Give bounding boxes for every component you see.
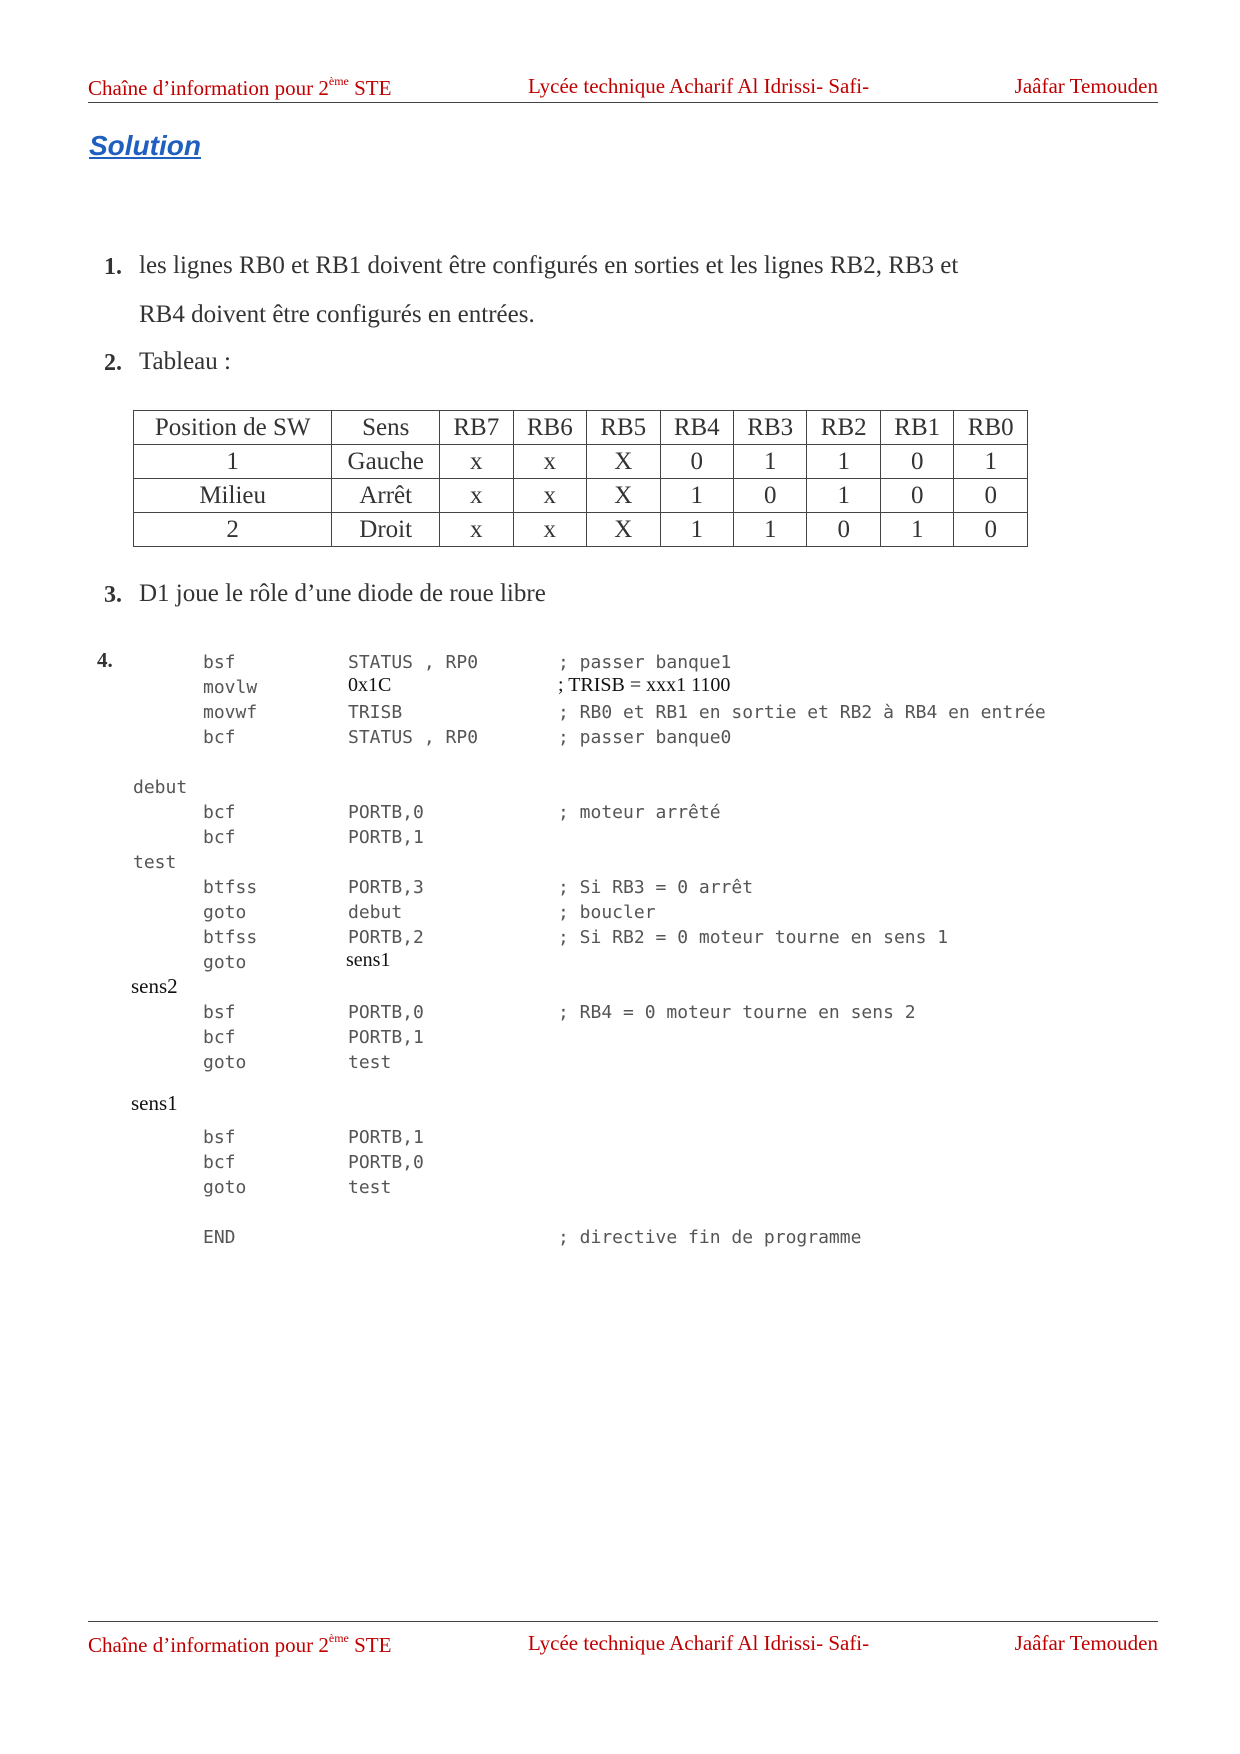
header-center: Lycée technique Acharif Al Idrissi- Safi- xyxy=(528,74,870,98)
table-header-cell: RB7 xyxy=(440,411,513,445)
table-cell: 0 xyxy=(807,513,880,547)
q1-line2: RB4 doivent être configurés en entrées. xyxy=(139,301,535,328)
code-comment: ; TRISB = xxx1 1100 xyxy=(558,674,731,696)
page-title: Solution xyxy=(89,130,201,161)
code-comment: ; RB0 et RB1 en sortie et RB2 à RB4 en entrée xyxy=(558,702,1046,723)
table-cell: 1 xyxy=(134,445,332,479)
code-instruction: goto xyxy=(203,902,247,923)
header-rule xyxy=(88,102,1158,103)
table-cell: 1 xyxy=(807,445,880,479)
table-header-row xyxy=(134,411,1028,445)
table-cell: 0 xyxy=(660,445,733,479)
table-cell: 1 xyxy=(807,479,880,513)
table-cell: 1 xyxy=(880,513,953,547)
table-cell: 1 xyxy=(660,513,733,547)
q3-number: 3. xyxy=(104,582,122,608)
code-operand: STATUS , RP0 xyxy=(348,652,479,673)
code-comment: ; Si RB2 = 0 moteur tourne en sens 1 xyxy=(558,927,949,948)
code-instruction: bcf xyxy=(203,1027,236,1048)
code-operand: PORTB,0 xyxy=(348,1002,424,1023)
code-comment: ; moteur arrêté xyxy=(558,802,721,823)
code-operand: PORTB,1 xyxy=(348,1127,424,1148)
q2-number: 2. xyxy=(104,350,122,376)
table-row xyxy=(134,479,1028,513)
table-cell: 1 xyxy=(660,479,733,513)
code-label-sens1: sens1 xyxy=(131,1091,178,1115)
table-cell: 1 xyxy=(954,445,1028,479)
header-left: Chaîne d’information pour 2ème STE xyxy=(88,74,392,100)
code-instruction: btfss xyxy=(203,877,258,898)
footer-rule xyxy=(88,1621,1158,1622)
table-header-cell: RB3 xyxy=(733,411,806,445)
table-cell: Milieu xyxy=(134,479,332,513)
code-label-test: test xyxy=(133,852,177,873)
table-header-cell: RB6 xyxy=(513,411,586,445)
table-cell: x xyxy=(440,445,513,479)
table-cell: 2 xyxy=(134,513,332,547)
code-instruction: movlw xyxy=(203,677,258,698)
code-instruction: bsf xyxy=(203,652,236,673)
code-instruction: goto xyxy=(203,952,247,973)
table-cell: x xyxy=(440,479,513,513)
table-cell: X xyxy=(587,445,660,479)
footer-center: Lycée technique Acharif Al Idrissi- Safi- xyxy=(528,1631,870,1655)
code-comment: ; passer banque1 xyxy=(558,652,732,673)
code-operand: test xyxy=(348,1177,392,1198)
table-cell: X xyxy=(587,479,660,513)
table-cell: X xyxy=(587,513,660,547)
table-cell: 0 xyxy=(954,479,1028,513)
table-cell: Droit xyxy=(332,513,440,547)
table-cell: x xyxy=(513,513,586,547)
code-comment: ; boucler xyxy=(558,902,656,923)
table-cell: Arrêt xyxy=(332,479,440,513)
table-cell: 1 xyxy=(733,513,806,547)
code-instruction: btfss xyxy=(203,927,258,948)
table-row xyxy=(134,513,1028,547)
table-cell: 0 xyxy=(954,513,1028,547)
table-header-cell: RB1 xyxy=(880,411,953,445)
table-header-cell: RB2 xyxy=(807,411,880,445)
code-label-debut: debut xyxy=(133,777,188,798)
q4-number: 4. xyxy=(97,648,113,672)
code-instruction: goto xyxy=(203,1177,247,1198)
table-header-cell: Position de SW xyxy=(134,411,332,445)
code-operand: PORTB,0 xyxy=(348,1152,424,1173)
code-instruction: goto xyxy=(203,1052,247,1073)
table-cell: x xyxy=(440,513,513,547)
q3-text: D1 joue le rôle d’une diode de roue libre xyxy=(139,580,546,607)
table-cell: 1 xyxy=(733,445,806,479)
code-instruction: bcf xyxy=(203,802,236,823)
table-cell: x xyxy=(513,445,586,479)
code-operand: sens1 xyxy=(346,949,391,971)
code-instruction: movwf xyxy=(203,702,258,723)
code-instruction: bcf xyxy=(203,727,236,748)
footer-right: Jaâfar Temouden xyxy=(1014,1631,1158,1655)
code-comment: ; Si RB3 = 0 arrêt xyxy=(558,877,754,898)
code-operand: PORTB,1 xyxy=(348,827,424,848)
code-operand: PORTB,0 xyxy=(348,802,424,823)
table-header-cell: RB5 xyxy=(587,411,660,445)
code-comment: ; directive fin de programme xyxy=(558,1227,862,1248)
code-operand: debut xyxy=(348,902,403,923)
table-header-cell: Sens xyxy=(332,411,440,445)
table-cell: 0 xyxy=(880,445,953,479)
code-operand: PORTB,2 xyxy=(348,927,424,948)
code-comment: ; passer banque0 xyxy=(558,727,732,748)
page-footer xyxy=(88,1631,1158,1661)
code-operand: STATUS , RP0 xyxy=(348,727,479,748)
code-comment: ; RB4 = 0 moteur tourne en sens 2 xyxy=(558,1002,916,1023)
code-operand: TRISB xyxy=(348,702,403,723)
position-table xyxy=(133,410,1028,547)
code-instruction: bcf xyxy=(203,1152,236,1173)
table-cell: Gauche xyxy=(332,445,440,479)
table-row xyxy=(134,445,1028,479)
table-cell: 0 xyxy=(880,479,953,513)
table-cell: x xyxy=(513,479,586,513)
q2-text: Tableau : xyxy=(139,348,231,375)
code-operand: test xyxy=(348,1052,392,1073)
q1-line1: les lignes RB0 et RB1 doivent être configurés en sorties et les lignes RB2, RB3 et xyxy=(139,252,959,279)
footer-left: Chaîne d’information pour 2ème STE xyxy=(88,1631,392,1657)
code-operand: PORTB,3 xyxy=(348,877,424,898)
table-cell: 0 xyxy=(733,479,806,513)
page-header xyxy=(88,74,1158,104)
code-operand: PORTB,1 xyxy=(348,1027,424,1048)
table-header-cell: RB4 xyxy=(660,411,733,445)
code-instruction: bcf xyxy=(203,827,236,848)
header-right: Jaâfar Temouden xyxy=(1014,74,1158,98)
code-label-sens2: sens2 xyxy=(131,974,178,998)
code-instruction-end: END xyxy=(203,1227,236,1248)
table-header-cell: RB0 xyxy=(954,411,1028,445)
q1-number: 1. xyxy=(104,254,122,280)
code-instruction: bsf xyxy=(203,1002,236,1023)
code-instruction: bsf xyxy=(203,1127,236,1148)
code-operand: 0x1C xyxy=(348,674,392,696)
